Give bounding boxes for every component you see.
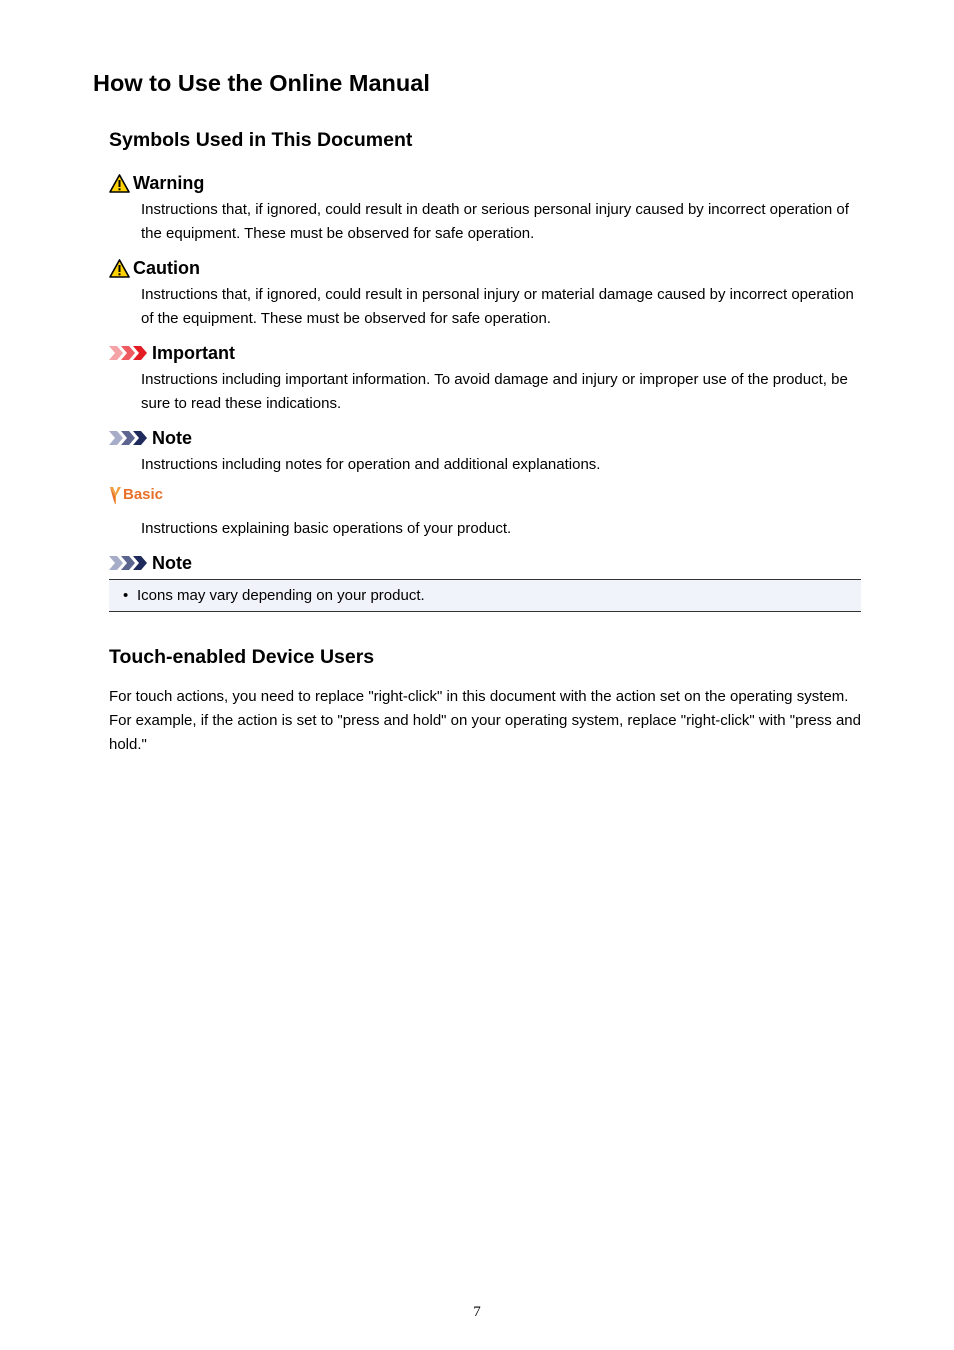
- note-box-heading: [109, 552, 192, 574]
- basic-leaf-icon: [109, 486, 122, 505]
- caution-description: Instructions that, if ignored, could result in personal injury or material damage caused by incorrect operation of the equipment. These must be observed for safe operation.: [141, 286, 854, 327]
- note-box-label: Note: [152, 553, 192, 573]
- note-description: Instructions including notes for operation and additional explanations.: [141, 456, 601, 473]
- page-number: 7: [473, 1304, 481, 1320]
- warning-heading: [109, 172, 204, 194]
- touch-section-heading: Touch-enabled Device Users: [109, 646, 375, 668]
- note-chevrons-icon: [109, 430, 149, 446]
- warning-triangle-icon: [109, 174, 130, 193]
- warning-description: Instructions that, if ignored, could result in death or serious personal injury caused by incorrect operation of the equipment. These must be observed for safe operation.: [141, 201, 849, 242]
- important-heading: [109, 342, 235, 364]
- basic-heading: [109, 484, 163, 506]
- note-item-text: Icons may vary depending on your product.: [137, 587, 425, 604]
- note-box: [109, 579, 861, 612]
- caution-label: Caution: [133, 258, 200, 278]
- note-heading: [109, 427, 192, 449]
- caution-triangle-icon: [109, 259, 130, 278]
- basic-label: Basic: [123, 486, 164, 503]
- bullet: •: [123, 587, 129, 604]
- caution-heading: [109, 257, 200, 279]
- important-description: Instructions including important information. To avoid damage and injury or improper use of the product, be sure to read these indications.: [141, 371, 848, 412]
- list-item: [123, 586, 425, 606]
- symbols-section-heading: Symbols Used in This Document: [109, 129, 413, 151]
- basic-description: Instructions explaining basic operations of your product.: [141, 520, 512, 537]
- page-title: How to Use the Online Manual: [93, 70, 430, 96]
- important-label: Important: [152, 343, 235, 363]
- warning-label: Warning: [133, 173, 205, 193]
- note-label: Note: [152, 428, 192, 448]
- touch-section-body: For touch actions, you need to replace "right-click" in this document with the action set on the operating system. For example, if the action is set to "press and hold" on your operating system, replace "right-click" with "press and hold.": [109, 688, 861, 753]
- important-chevrons-icon: [109, 345, 149, 361]
- note-chevrons-icon: [109, 555, 149, 571]
